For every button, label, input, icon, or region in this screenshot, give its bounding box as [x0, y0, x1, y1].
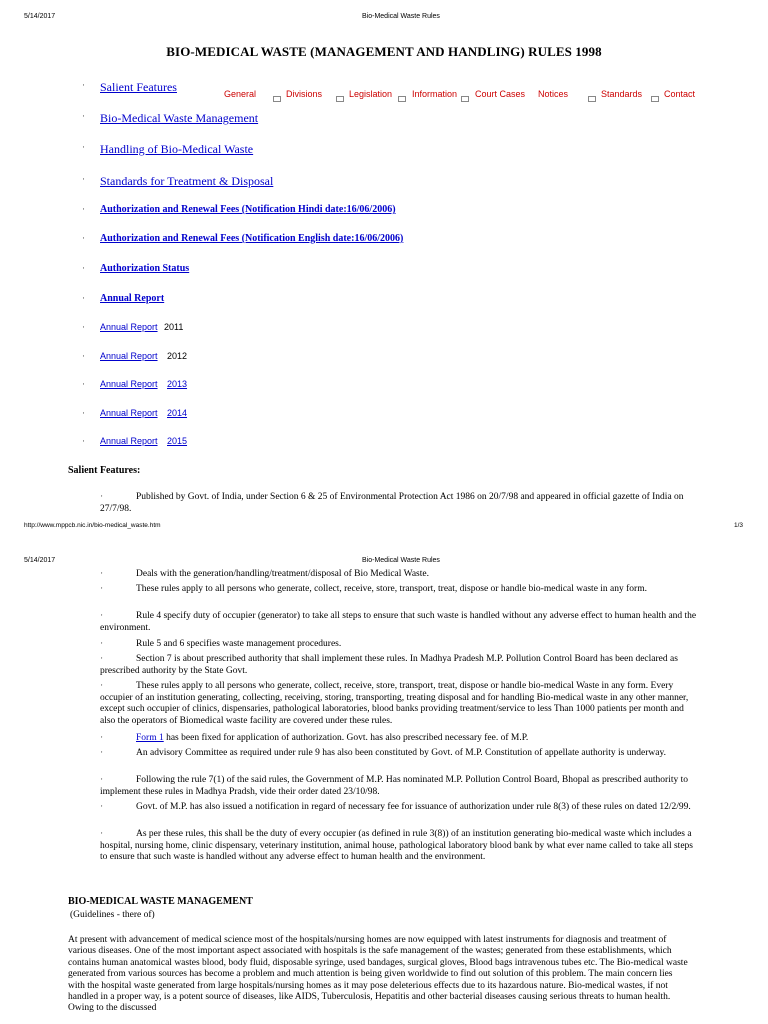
rule-paragraph: [100, 748, 700, 760]
paragraph-text: Section 7 is about prescribed authority that shall implement these rules. In Madhya Pradesh M.P. Pollution Control Board has been declared as prescribed authority by the State Govt.: [100, 654, 678, 676]
nav-notices[interactable]: Notices: [538, 89, 569, 99]
bullet: ·: [82, 233, 85, 243]
link-standards[interactable]: Standards for Treatment & Disposal: [100, 174, 274, 188]
link-auth-status[interactable]: Authorization Status: [100, 263, 190, 274]
bullet: ·: [82, 80, 85, 90]
bullet: ·: [82, 351, 85, 361]
paragraph-text: These rules apply to all persons who generate, collect, receive, store, transport, treat, dispose or handle bio-medical waste in any form.: [136, 584, 647, 594]
page-gap: [0, 537, 768, 549]
nav-court-cases[interactable]: Court Cases: [475, 89, 526, 99]
nav-general[interactable]: General: [224, 89, 257, 99]
bullet: ·: [82, 293, 85, 303]
bullet: ·: [100, 611, 104, 621]
rule-paragraph: [100, 802, 700, 814]
bullet: ·: [100, 654, 104, 664]
footer-page-number: 1/3: [734, 522, 744, 529]
nav-legislation[interactable]: Legislation: [349, 89, 393, 99]
bullet: ·: [100, 775, 104, 785]
salient-paragraph: [100, 492, 700, 515]
bmw-body-paragraph: At present with advancement of medical science most of the hospitals/nursing homes are now equipped with latest instruments for diagnosis and treatment of various diseases. One of the most important aspect associated with hospitals is the safe management of the wastes; generated from these establishments, which contains human anatomical wastes blood, body fluid, disposable syringe, used bandages, surgical gloves, Blood bags intravenous tubes etc. The Bio-medical waste generated from various sources has become a problem and much attention is being given worldwide to find out solution of this problem. The main concern lies with the hospital waste generated from large hospitals/nursing homes as it may pose deleterious effects due to its hazardous nature. Bio-medical wastes, if not handled in a proper way, is a potent source of diseases, like AIDS, Tuberculosis, Hepatitis and other bacterial diseases causing serious threats to human health. Owing to the discussed: [68, 935, 688, 1014]
bullet: ·: [82, 142, 85, 152]
paragraph-text: Govt. of M.P. has also issued a notification in regard of necessary fee for issuance of authorization under rule 8(3) of these rules on dated 12/2/99.: [136, 802, 691, 812]
link-handling[interactable]: Handling of Bio-Medical Waste: [100, 142, 254, 156]
link-bmw-management[interactable]: Bio-Medical Waste Management: [100, 111, 259, 125]
bullet: ·: [100, 829, 104, 839]
link-annual-report-2012[interactable]: Annual Report: [100, 351, 158, 361]
page-2: [0, 549, 768, 1024]
bullet: ·: [82, 379, 85, 389]
bullet: ·: [100, 584, 104, 594]
link-annual-report-2014[interactable]: Annual Report: [100, 408, 158, 418]
bullet: ·: [82, 408, 85, 418]
rule-paragraph: [100, 829, 700, 864]
bullet: ·: [100, 802, 104, 812]
bmw-subheading: (Guidelines - there of): [70, 910, 155, 920]
bullet: ·: [100, 748, 104, 758]
bullet: ·: [100, 492, 104, 502]
paragraph-text: Rule 5 and 6 specifies waste management procedures.: [136, 639, 342, 649]
rule-paragraph: [100, 733, 700, 745]
checkbox-icon: [273, 96, 281, 102]
year-label[interactable]: 2015: [167, 436, 188, 446]
bullet: ·: [82, 263, 85, 273]
paragraph-text: Rule 4 specify duty of occupier (generator) to take all steps to ensure that such waste is handled without any adverse effect to human health and the environment.: [100, 611, 697, 633]
checkbox-icon: [398, 96, 406, 102]
bullet: ·: [82, 204, 85, 214]
nav-divisions[interactable]: Divisions: [286, 89, 323, 99]
paragraph-text: These rules apply to all persons who generate, collect, receive, store, transport, treat, dispose or handle bio-medical Waste in any form. Every occupier of an institution generating, collecting, receiving, storing, transporting, treating disposal and for handling Bio-medical waste in any other manner, except such occupier of clinics, dispensaries, pathological laboratories, blood banks providing treatment/service to less Than 1000 patients per month and also the operators of Biomedical waste facility are covered under these rules.: [100, 681, 689, 726]
rule-paragraph: [100, 775, 700, 798]
header-doc-title: Bio-Medical Waste Rules: [362, 557, 440, 564]
rule-paragraph: [100, 654, 700, 677]
link-salient-features[interactable]: Salient Features: [100, 80, 177, 94]
paragraph-text: Following the rule 7(1) of the said rules, the Government of M.P. Has nominated M.P. Pollution Control Board, Bhopal as prescribed authority to implement these rules in Madhya Pradsh, vide their order dated 23/10/98.: [100, 775, 688, 797]
header-date: 5/14/2017: [24, 13, 56, 20]
checkbox-icon: [336, 96, 344, 102]
link-auth-fees-hindi[interactable]: Authorization and Renewal Fees (Notification Hindi date:16/06/2006): [100, 204, 396, 215]
year-label: 2011: [164, 322, 184, 332]
paragraph-text: has been fixed for application of authorization. Govt. has also prescribed necessary fee. of M.P.: [163, 733, 529, 743]
link-annual-report-2013[interactable]: Annual Report: [100, 379, 158, 389]
rule-paragraph: [100, 584, 700, 596]
checkbox-icon: [461, 96, 469, 102]
bullet: ·: [82, 174, 85, 184]
year-label[interactable]: 2014: [167, 408, 188, 418]
header-doc-title: Bio-Medical Waste Rules: [362, 13, 440, 20]
rule-paragraph: [100, 569, 700, 581]
header-date: 5/14/2017: [24, 557, 56, 564]
bullet: ·: [100, 569, 104, 579]
salient-features-heading: Salient Features:: [68, 465, 141, 476]
paragraph-text: Deals with the generation/handling/treatment/disposal of Bio Medical Waste.: [136, 569, 429, 579]
rule-paragraph: [100, 681, 700, 727]
bullet: ·: [82, 111, 85, 121]
link-annual-report-2011[interactable]: Annual Report: [100, 322, 158, 332]
link-auth-fees-english[interactable]: Authorization and Renewal Fees (Notification English date:16/06/2006): [100, 233, 404, 244]
footer-url: http://www.mppcb.nic.in/bio-medical_waste.htm: [24, 522, 161, 529]
bullet: ·: [100, 733, 104, 743]
form-1-link[interactable]: Form 1: [136, 733, 164, 743]
checkbox-icon: [651, 96, 659, 102]
year-label[interactable]: 2013: [167, 379, 188, 389]
link-annual-report-2015[interactable]: Annual Report: [100, 436, 158, 446]
bmw-heading: BIO-MEDICAL WASTE MANAGEMENT: [68, 896, 253, 907]
nav-standards[interactable]: Standards: [601, 89, 643, 99]
rule-paragraph: [100, 639, 700, 651]
year-label: 2012: [167, 351, 188, 361]
bullet: ·: [100, 681, 104, 691]
page-title: BIO-MEDICAL WASTE (MANAGEMENT AND HANDLING) RULES 1998: [166, 44, 602, 59]
nav-contact[interactable]: Contact: [664, 89, 696, 99]
checkbox-icon: [588, 96, 596, 102]
bullet: ·: [82, 322, 85, 332]
paragraph-text: Published by Govt. of India, under Section 6 & 25 of Environmental Protection Act 1986 on 20/7/98 and appeared in official gazette of India on 27/7/98.: [100, 492, 684, 514]
paragraph-text: As per these rules, this shall be the duty of every occupier (as defined in rule 3(8)) of an institution generating bio-medical waste which includes a hospital, nursing home, clinic dispensary, veterinary institution, animal house, pathological laboratory blood bank by what ever name called to take all steps to ensure that such waste is handled without any adverse effect to human health and the environment.: [100, 829, 693, 862]
bullet: ·: [100, 639, 104, 649]
paragraph-text: An advisory Committee as required under rule 9 has also been constituted by Govt. of M.P. Constitution of appellate authority is underway.: [136, 748, 666, 758]
nav-information[interactable]: Information: [412, 89, 458, 99]
link-annual-report[interactable]: Annual Report: [100, 293, 165, 304]
bullet: ·: [82, 436, 85, 446]
rule-paragraph: [100, 611, 700, 634]
